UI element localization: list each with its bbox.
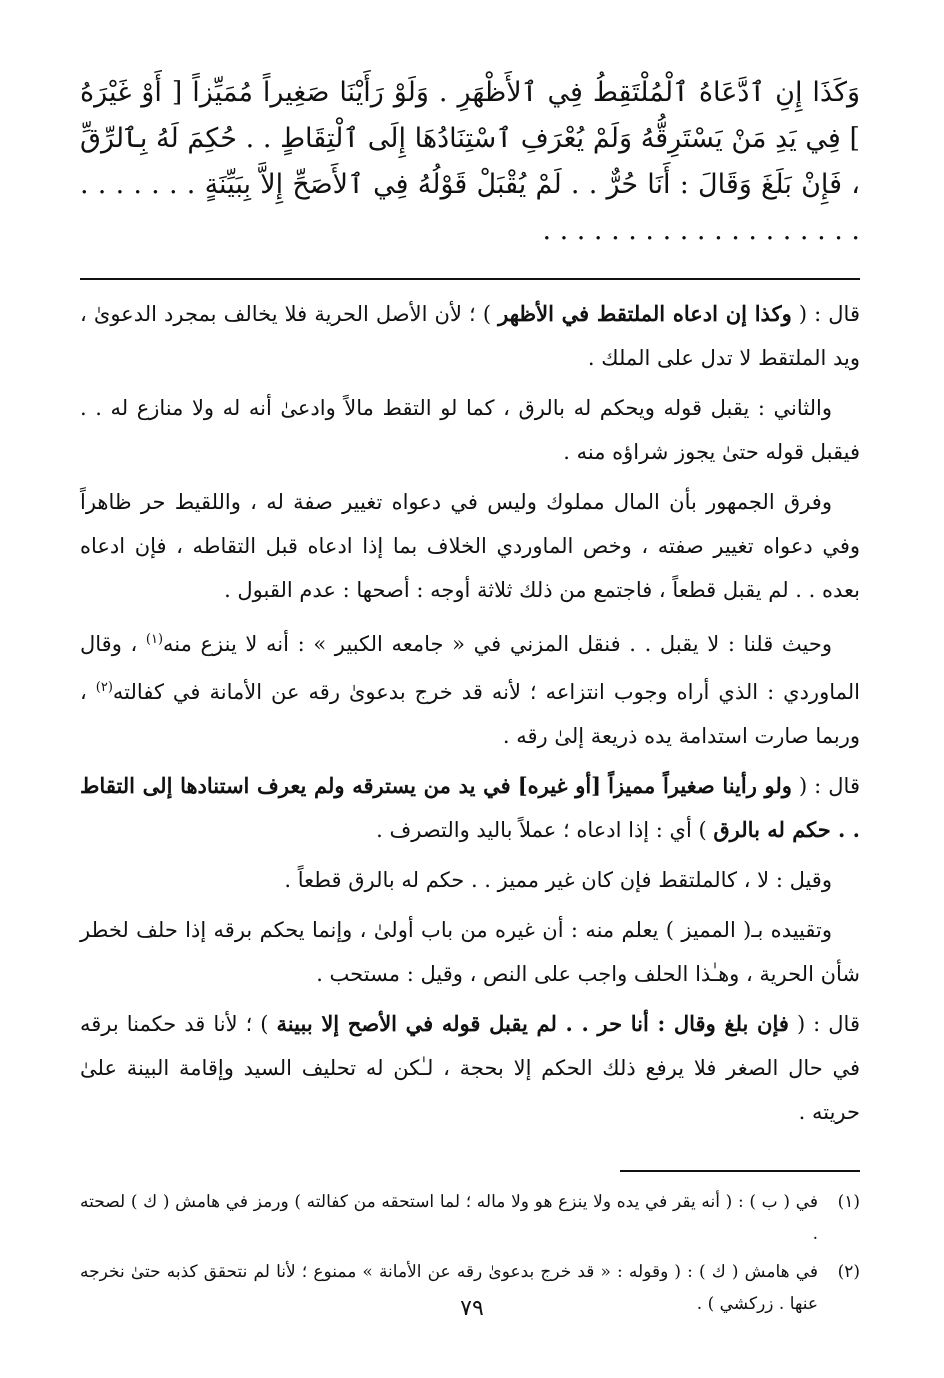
footnote-ref-1[interactable]: (١) bbox=[145, 632, 164, 647]
footnote-divider bbox=[620, 1170, 860, 1172]
commentary-paragraph-4: وحيث قلنا : لا يقبل . . فنقل المزني في « جامعه الكبير » : أنه لا ينزع منه$^{(١)}$ ، وقال الماوردي : الذي أراه وجوب انتزاعه ؛ لأنه قد خرج بدعوىٰ رقه عن الأمانة في كفالته$^{(٢)}$ ، وربما صارت استدامة يده ذريعة إلىٰ رقه . bbox=[80, 632, 860, 748]
commentary bbox=[80, 292, 860, 1134]
matn-text: وَكَذَا إِنِ ٱدَّعَاهُ ٱلْمُلْتَقِطُ فِي ٱلأَظْهَرِ . وَلَوْ رَأَيْنَا صَغِيراً مُمَيِّزاً [ أَوْ غَيْرَهُ ] فِي يَدِ مَنْ يَسْتَرِقُّهُ وَلَمْ يُعْرَفِ ٱسْتِنَادُهَا إِلَى ٱلْتِقَاطٍ . . حُكِمَ لَهُ بِٱلرِّقِّ ، فَإِنْ بَلَغَ وَقَالَ : أَنَا حُرٌّ . . لَمْ يُقْبَلْ قَوْلُهُ فِي ٱلأَصَحِّ إِلاَّ بِبَيِّنَةٍ . . . . . . . . . . . . . . . . . . . . . . . . . . bbox=[80, 77, 860, 246]
commentary-paragraph-1: قال : ( وكذا إن ادعاه الملتقط في الأظهر ) ؛ لأن الأصل الحرية فلا يخالف بمجرد الدعوىٰ ، ويد الملتقط لا تدل على الملك . bbox=[80, 301, 860, 370]
commentary-paragraph-3: وفرق الجمهور بأن المال مملوك وليس في دعواه تغيير صفة له ، واللقيط حر ظاهراً وفي دعواه تغيير صفته ، وخص الماوردي الخلاف بما إذا ادعاه قبل التقاطه ، فإن ادعاه بعده . . لم يقبل قطعاً ، فاجتمع من ذلك ثلاثة أوجه : أصحها : عدم القبول . bbox=[80, 490, 860, 602]
quoted-matn: في يد من يسترقه ولم يعرف استنادها إلى التقاط . . حكم له بالرق bbox=[80, 773, 860, 842]
footnote-text: في هامش ( ك ) : ( وقوله : « قد خرج بدعوىٰ رقه عن الأمانة » ممنوع ؛ لأنا لم نتحقق كذبه حتىٰ نخرجه عنها . زركشي ) . bbox=[80, 1262, 818, 1314]
commentary-paragraph-7: وتقييده بـ( المميز ) يعلم منه : أن غيره من باب أولىٰ ، وإنما يحكم برقه إذا حلف لخطر شأن الحرية ، وهـٰذا الحلف واجب على النص ، وقيل : مستحب . bbox=[80, 918, 860, 986]
footnote-divider-wrap bbox=[80, 1140, 860, 1186]
main-divider bbox=[80, 278, 860, 280]
footnote-number: (١) bbox=[837, 1192, 860, 1212]
book-page bbox=[80, 70, 860, 1326]
quoted-matn: وكذا إن ادعاه الملتقط في الأظهر bbox=[498, 301, 792, 326]
commentary-paragraph-5: قال : ( ولو رأينا صغيراً مميزاً [أو غيره] في يد من يسترقه ولم يعرف استنادها إلى التقاط . . حكم له بالرق ) أي : إذا ادعاه ؛ عملاً باليد والتصرف . bbox=[80, 773, 860, 842]
page-number: ٧٩ bbox=[460, 1296, 484, 1321]
footnote-ref-2[interactable]: (٢) bbox=[95, 680, 113, 695]
footnote-text: في ( ب ) : ( أنه يقر في يده ولا ينزع هو ولا ماله ؛ لما استحقه من كفالته ) ورمز في هامش ( ك ) لصحته . bbox=[80, 1192, 818, 1244]
commentary-paragraph-2: والثاني : يقبل قوله ويحكم له بالرق ، كما لو التقط مالاً وادعىٰ أنه له ولا منازع له . . فيقبل قوله حتىٰ يجوز شراؤه منه . bbox=[80, 396, 860, 464]
quoted-matn-bracket: [أو غيره] bbox=[517, 773, 602, 798]
footnote-number: (٢) bbox=[837, 1262, 860, 1282]
footnote-1 bbox=[80, 1186, 860, 1250]
commentary-paragraph-6: وقيل : لا ، كالملتقط فإن كان غير مميز . . حكم له بالرق قطعاً . bbox=[284, 868, 832, 892]
quoted-matn: ولو رأينا صغيراً مميزاً bbox=[608, 773, 792, 798]
commentary-paragraph-8: قال : ( فإن بلغ وقال : أنا حر . . لم يقبل قوله في الأصح إلا ببينة ) ؛ لأنا قد حكمنا برقه في حال الصغر فلا يرفع ذلك الحكم إلا بحجة ، لـٰكن له تحليف السيد وإقامة البينة علىٰ حريته . bbox=[80, 1011, 860, 1124]
quoted-matn: فإن بلغ وقال : أنا حر . . لم يقبل قوله في الأصح إلا ببينة bbox=[276, 1011, 789, 1036]
